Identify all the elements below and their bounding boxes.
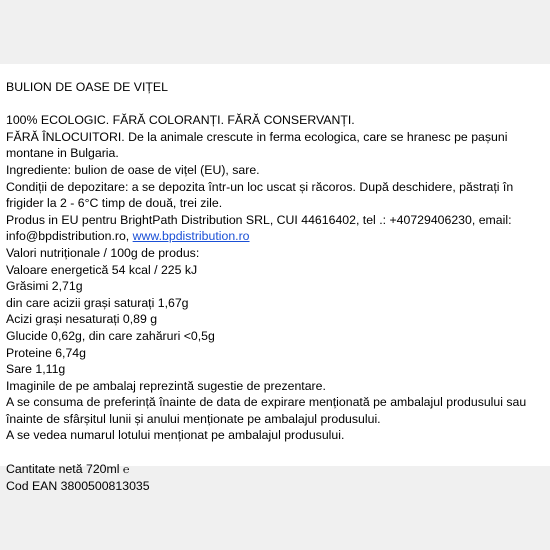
estimated-sign-icon: ℮ bbox=[122, 462, 130, 476]
product-description bbox=[6, 79, 548, 495]
nutrition-row: Acizi grași nesaturați 0,89 g bbox=[6, 312, 158, 327]
producer-info bbox=[6, 212, 548, 245]
ingredients-line: Ingrediente: bulion de oase de vițel (EU), sare. bbox=[6, 162, 260, 177]
packaging-note: Imaginile de pe ambalaj reprezintă sugestie de prezentare. bbox=[6, 378, 326, 393]
nutrition-row: Glucide 0,62g, din care zahăruri <0,5g bbox=[6, 328, 215, 343]
net-quantity bbox=[6, 461, 548, 479]
storage-conditions: Condiții de depozitare: a se depozita într-un loc uscat și răcoros. După deschidere, păstrați în frigider la 2 - 6°C timp de două, trei zile. bbox=[6, 179, 514, 211]
spacer bbox=[6, 444, 548, 461]
nutrition-row: Valoare energetică 54 kcal / 225 kJ bbox=[6, 262, 198, 277]
product-title: BULION DE OASE DE VIȚEL bbox=[6, 80, 168, 94]
net-quantity-text: Cantitate netă 720ml bbox=[6, 461, 123, 476]
nutrition-row: din care acizii grași saturați 1,67g bbox=[6, 295, 189, 310]
nutrition-header: Valori nutriționale / 100g de produs: bbox=[6, 245, 200, 260]
nutrition-row: Proteine 6,74g bbox=[6, 345, 86, 360]
spacer bbox=[6, 96, 548, 113]
claims-line: 100% ECOLOGIC. FĂRĂ COLORANȚI. FĂRĂ CONSERVANȚI. bbox=[6, 113, 355, 128]
producer-text: Produs in EU pentru BrightPath Distribution SRL, CUI 44616402, tel .: +40729406230, email: info@bpdistribution.ro, bbox=[6, 212, 512, 244]
expiry-note: A se consuma de preferință înainte de data de expirare menționată pe ambalajul produsului sau înainte de sfârșitul lunii și anului menționate pe ambalajul produsului. bbox=[6, 395, 527, 426]
nutrition-row: Sare 1,11g bbox=[6, 362, 66, 377]
lot-note: A se vedea numarul lotului menționat pe ambalajul produsului. bbox=[6, 428, 345, 443]
nutrition-row: Grăsimi 2,71g bbox=[6, 279, 83, 294]
claims-description: FĂRĂ ÎNLOCUITORI. De la animale crescute in ferma ecologica, care se hranesc pe pașuni montane in Bulgaria. bbox=[6, 129, 508, 161]
producer-website-link[interactable]: www.bpdistribution.ro bbox=[132, 229, 250, 244]
ean-code: Cod EAN 3800500813035 bbox=[6, 479, 150, 494]
